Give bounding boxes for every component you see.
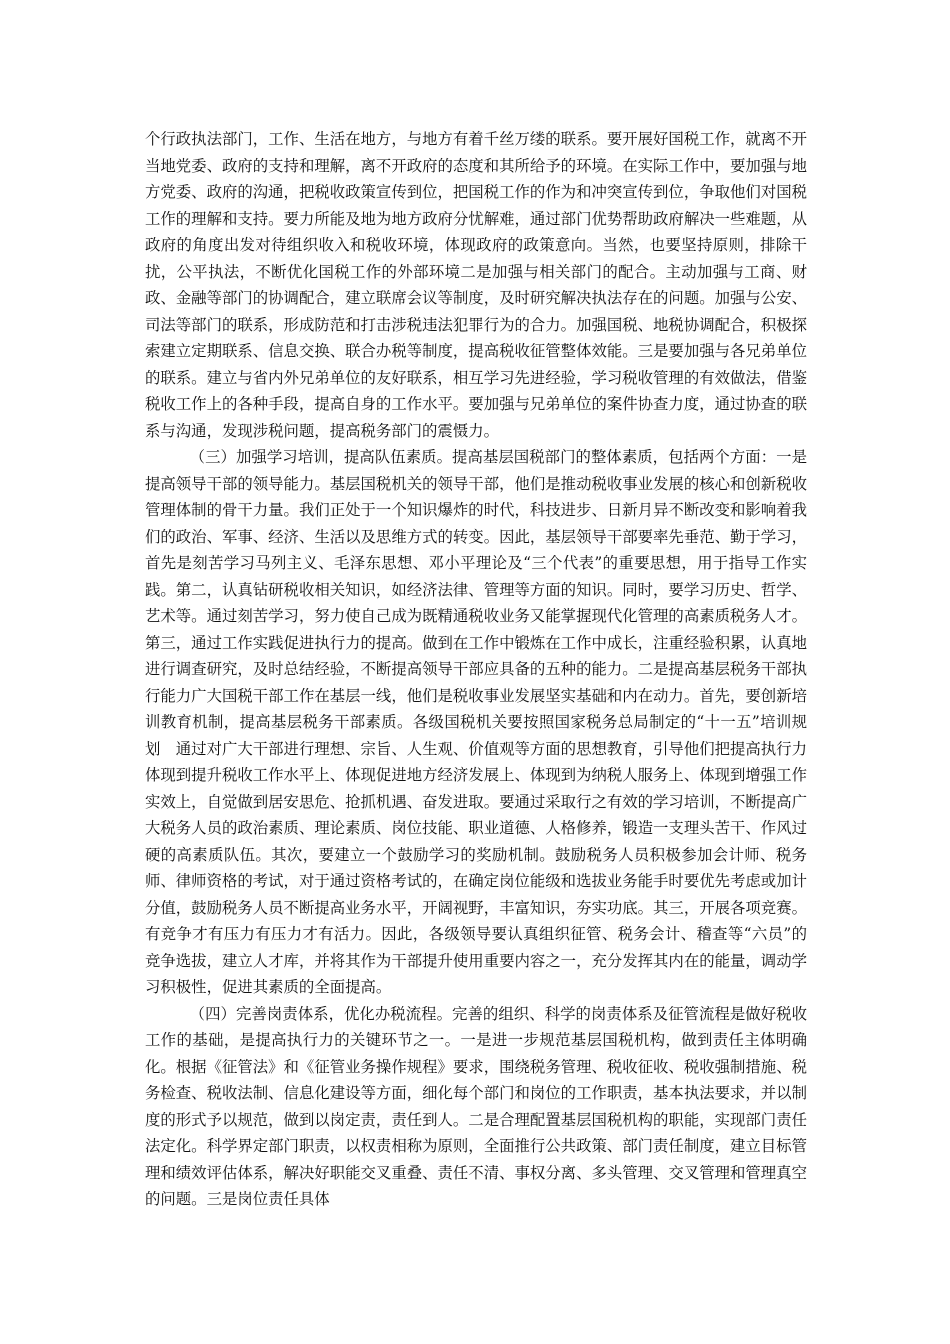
paragraph-section-4: （四）完善岗责体系，优化办税流程。完善的组织、科学的岗责体系及征管流程是做好税收工作的基础，是提高执行力的关键环节之一。一是进一步规范基层国税机构，做到责任主体明确化。根据《征管法》和《征管业务操作规程》要求，围绕税务管理、税收征收、税收强制措施、税务检查、税收法制、信息化建设等方面，细化每个部门和岗位的工作职责，基本执法要求，并以制度的形式予以规范，做到以岗定责，责任到人。二是合理配置基层国税机构的职能，实现部门责任法定化。科学界定部门职责，以权责相称为原则，全面推行公共政策、部门责任制度，建立目标管理和绩效评估体系，解决好职能交叉重叠、责任不清、事权分离、多头管理、交叉管理和管理真空的问题。三是岗位责任具体 [145,1004,807,1208]
paragraph-section-3: （三）加强学习培训，提高队伍素质。提高基层国税部门的整体素质，包括两个方面：一是提高领导干部的领导能力。基层国税机关的领导干部，他们是推动税收事业发展的核心和创新税收管理体制的骨干力量。我们正处于一个知识爆炸的时代，科技进步、日新月异不断改变和影响着我们的政治、军事、经济、生活以及思维方式的转变。因此，基层领导干部要率先垂范、勤于学习，首先是刻苦学习马列主义、毛泽东思想、邓小平理论及“三个代表”的重要思想，用于指导工作实践。第二，认真钻研税收相关知识，如经济法律、管理等方面的知识。同时，要学习历史、哲学、艺术等。通过刻苦学习，努力使自己成为既精通税收业务又能掌握现代化管理的高素质税务人才。第三，通过工作实践促进执行力的提高。做到在工作中锻炼在工作中成长，注重经验积累，认真地进行调查研究，及时总结经验，不断提高领导干部应具备的五种的能力。二是提高基层税务干部执行能力广大国税干部工作在基层一线，他们是税收事业发展坚实基础和内在动力。首先，要创新培训教育机制，提高基层税务干部素质。各级国税机关要按照国家税务总局制定的“十一五”培训规划 通过对广大干部进行理想、宗旨、人生观、价值观等方面的思想教育，引导他们把提高执行力体现到提升税收工作水平上、体现促进地方经济发展上、体现到为纳税人服务上、体现到增强工作实效上，自觉做到居安思危、抢抓机遇、奋发进取。要通过采取行之有效的学习培训，不断提高广大税务人员的政治素质、理论素质、岗位技能、职业道德、人格修养，锻造一支理头苦干、作风过硬的高素质队伍。其次，要建立一个鼓励学习的奖励机制。鼓励税务人员积极参加会计师、税务师、律师资格的考试，对于通过资格考试的，在确定岗位能级和选拔业务能手时要优先考虑或加计分值，鼓励税务人员不断提高业务水平，开阔视野，丰富知识，夯实功底。其三，开展各项竞赛。有竞争才有压力有压力才有活力。因此，各级领导要认真组织征管、税务会计、稽查等“六员”的竞争选拔，建立人才库，并将其作为干部提升使用重要内容之一，充分发挥其内在的能量，调动学习积极性，促进其素质的全面提高。 [145,448,807,996]
paragraph-continuation: 个行政执法部门，工作、生活在地方，与地方有着千丝万缕的联系。要开展好国税工作，就离不开当地党委、政府的支持和理解，离不开政府的态度和其所给予的环境。在实际工作中，要加强与地方党委、政府的沟通，把税收政策宣传到位，把国税工作的作为和冲突宣传到位，争取他们对国税工作的理解和支持。要力所能及地为地方政府分忧解难，通过部门优势帮助政府解决一些难题，从政府的角度出发对待组织收入和税收环境，体现政府的政策意向。当然，也要坚持原则，排除干扰，公平执法，不断优化国税工作的外部环境二是加强与相关部门的配合。主动加强与工商、财政、金融等部门的协调配合，建立联席会议等制度，及时研究解决执法存在的问题。加强与公安、司法等部门的联系，形成防范和打击涉税违法犯罪行为的合力。加强国税、地税协调配合，积极探索建立定期联系、信息交换、联合办税等制度，提高税收征管整体效能。三是要加强与各兄弟单位的联系。建立与省内外兄弟单位的友好联系，相互学习先进经验，学习税收管理的有效做法，借鉴税收工作上的各种手段，提高自身的工作水平。要加强与兄弟单位的案件协查力度，通过协查的联系与沟通，发现涉税问题，提高税务部门的震慑力。 [145,130,807,440]
document-body [145,126,807,1213]
